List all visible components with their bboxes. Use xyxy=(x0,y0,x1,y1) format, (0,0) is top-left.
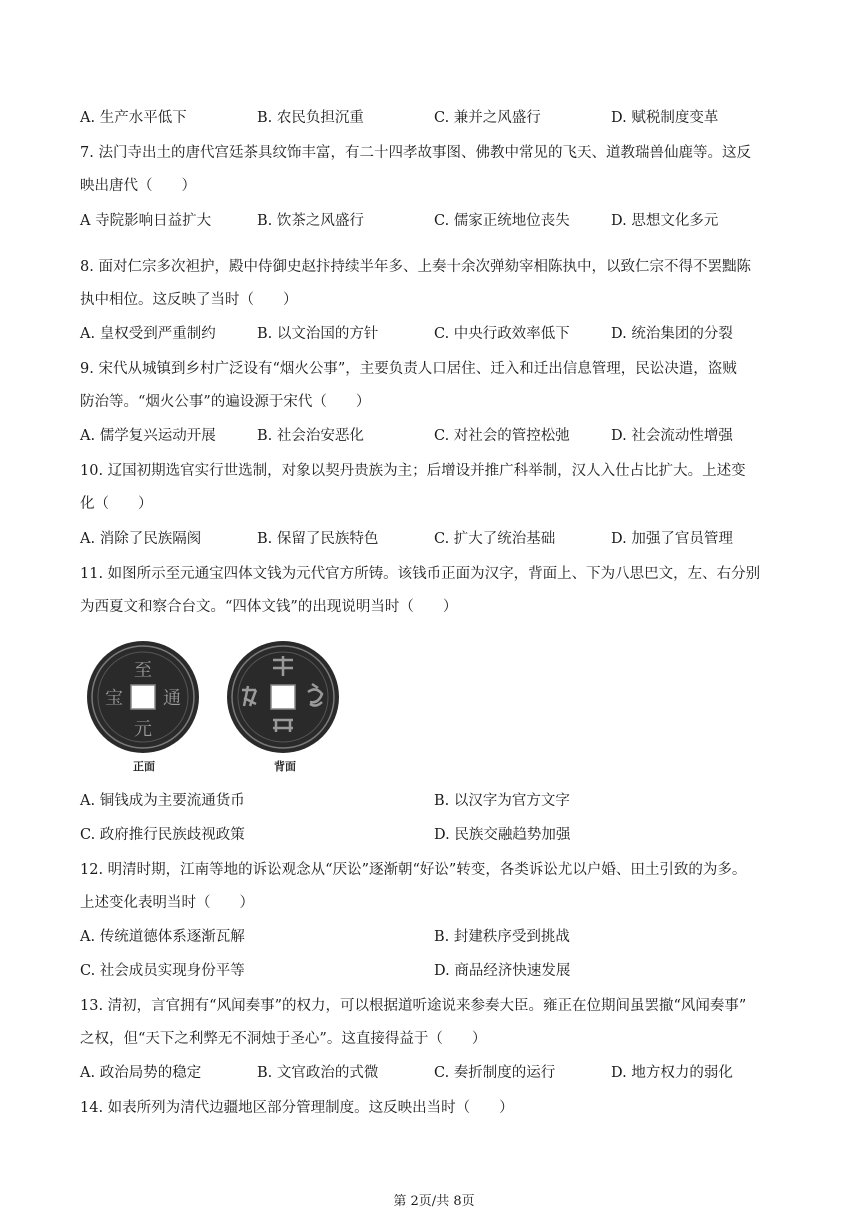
q8-option-a[interactable]: A. 皇权受到严重制约 xyxy=(80,326,216,342)
q12-stem-line2: 上述变化表明当时（ ） xyxy=(80,895,254,911)
q10-option-b[interactable]: B. 保留了民族特色 xyxy=(257,531,379,547)
q8-stem-line1: 8. 面对仁宗多次袒护，殿中侍御史赵抃持续半年多、上奏十余次弹劾宰相陈执中，以致仁宗不得不罢黜陈 xyxy=(80,259,751,275)
q8-option-b[interactable]: B. 以文治国的方针 xyxy=(257,326,379,342)
q7-stem-line1: 7. 法门寺出土的唐代宫廷茶具纹饰丰富，有二十四孝故事图、佛教中常见的飞天、道教瑞兽仙鹿等。这反 xyxy=(80,145,751,161)
q6-options xyxy=(80,108,800,128)
q9-option-c[interactable]: C. 对社会的管控松弛 xyxy=(434,428,570,444)
q11-options-row1 xyxy=(80,791,800,811)
q12-option-d[interactable]: D. 商品经济快速发展 xyxy=(434,963,571,979)
q12-option-a[interactable]: A. 传统道德体系逐渐瓦解 xyxy=(80,929,245,945)
q7-stem-line2: 映出唐代（ ） xyxy=(80,178,196,194)
coin-front-char-left: 宝 xyxy=(105,688,123,709)
q8-option-d[interactable]: D. 统治集团的分裂 xyxy=(611,326,733,342)
q11-stem-line2: 为西夏文和察合台文。“四体文钱”的出现说明当时（ ） xyxy=(80,599,458,615)
coin-front-label: 正面 xyxy=(133,760,155,773)
q11-option-c[interactable]: C. 政府推行民族歧视政策 xyxy=(80,827,245,843)
q10-options xyxy=(80,529,800,549)
q10-option-c[interactable]: C. 扩大了统治基础 xyxy=(434,531,556,547)
q7-option-c[interactable]: C. 儒家正统地位丧失 xyxy=(434,213,570,229)
q8-options xyxy=(80,324,800,344)
q9-stem-line2: 防治等。“烟火公事”的遍设源于宋代（ ） xyxy=(80,394,371,410)
q8-option-c[interactable]: C. 中央行政效率低下 xyxy=(434,326,570,342)
q11-option-b[interactable]: B. 以汉字为官方文字 xyxy=(434,793,570,809)
page-footer: 第 2页/共 8页 xyxy=(393,1194,475,1209)
q6-option-d[interactable]: D. 赋税制度变革 xyxy=(611,110,719,126)
q13-stem-line1: 13. 清初，言官拥有“风闻奏事”的权力，可以根据道听途说来参奏大臣。雍正在位期间虽罢撤“风闻奏事” xyxy=(80,998,747,1014)
q8-stem-line2: 执中相位。这反映了当时（ ） xyxy=(80,292,298,308)
q13-option-a[interactable]: A. 政治局势的稳定 xyxy=(80,1065,202,1081)
q7-option-a[interactable]: A 寺院影响日益扩大 xyxy=(80,213,212,229)
coin-front-char-right: 通 xyxy=(163,688,181,709)
coin-front-char-bottom: 元 xyxy=(134,719,152,740)
q7-options xyxy=(80,211,800,231)
coin-figure xyxy=(80,640,380,775)
q10-stem-line1: 10. 辽国初期选官实行世选制，对象以契丹贵族为主；后增设并推广科举制，汉人入仕占比扩大。上述变 xyxy=(80,463,746,479)
q6-option-a[interactable]: A. 生产水平低下 xyxy=(80,110,187,126)
q9-option-a[interactable]: A. 儒学复兴运动开展 xyxy=(80,428,216,444)
q13-stem-line2: 之权，但“天下之利弊无不洞烛于圣心”。这直接得益于（ ） xyxy=(80,1031,487,1047)
q6-option-c[interactable]: C. 兼并之风盛行 xyxy=(434,110,541,126)
q9-stem-line1: 9. 宋代从城镇到乡村广泛设有“烟火公事”，主要负责人口居住、迁入和迁出信息管理，民讼决遣，盗贼 xyxy=(80,361,737,377)
q10-option-d[interactable]: D. 加强了官员管理 xyxy=(611,531,733,547)
q7-option-b[interactable]: B. 饮茶之风盛行 xyxy=(257,213,364,229)
q11-option-d[interactable]: D. 民族交融趋势加强 xyxy=(434,827,571,843)
q13-options xyxy=(80,1063,800,1083)
q9-option-d[interactable]: D. 社会流动性增强 xyxy=(611,428,733,444)
q9-option-b[interactable]: B. 社会治安恶化 xyxy=(257,428,364,444)
q11-option-a[interactable]: A. 铜钱成为主要流通货币 xyxy=(80,793,245,809)
q11-options-row2 xyxy=(80,825,800,845)
q6-option-b[interactable]: B. 农民负担沉重 xyxy=(257,110,364,126)
q10-option-a[interactable]: A. 消除了民族隔阂 xyxy=(80,531,202,547)
q12-stem-line1: 12. 明清时期，江南等地的诉讼观念从“厌讼”逐渐朝“好讼”转变，各类诉讼尤以户婚、田土引致的为多。 xyxy=(80,862,747,878)
q13-option-c[interactable]: C. 奏折制度的运行 xyxy=(434,1065,556,1081)
q12-option-b[interactable]: B. 封建秩序受到挑战 xyxy=(434,929,570,945)
q13-option-d[interactable]: D. 地方权力的弱化 xyxy=(611,1065,733,1081)
q12-option-c[interactable]: C. 社会成员实现身份平等 xyxy=(80,963,245,979)
coin-front-char-top: 至 xyxy=(134,660,152,681)
q13-option-b[interactable]: B. 文官政治的式微 xyxy=(257,1065,379,1081)
coin-front-image xyxy=(87,641,199,753)
coin-back-image xyxy=(227,641,339,753)
q7-option-d[interactable]: D. 思想文化多元 xyxy=(611,213,719,229)
q10-stem-line2: 化（ ） xyxy=(80,496,153,512)
q12-options-row2 xyxy=(80,961,800,981)
q11-stem-line1: 11. 如图所示至元通宝四体文钱为元代官方所铸。该钱币正面为汉字，背面上、下为八思巴文，左、右分别 xyxy=(80,566,761,582)
q12-options-row1 xyxy=(80,927,800,947)
q14-stem-line1: 14. 如表所列为清代边疆地区部分管理制度。这反映出当时（ ） xyxy=(80,1100,514,1116)
coin-back-label: 背面 xyxy=(274,760,296,773)
q9-options xyxy=(80,426,800,446)
